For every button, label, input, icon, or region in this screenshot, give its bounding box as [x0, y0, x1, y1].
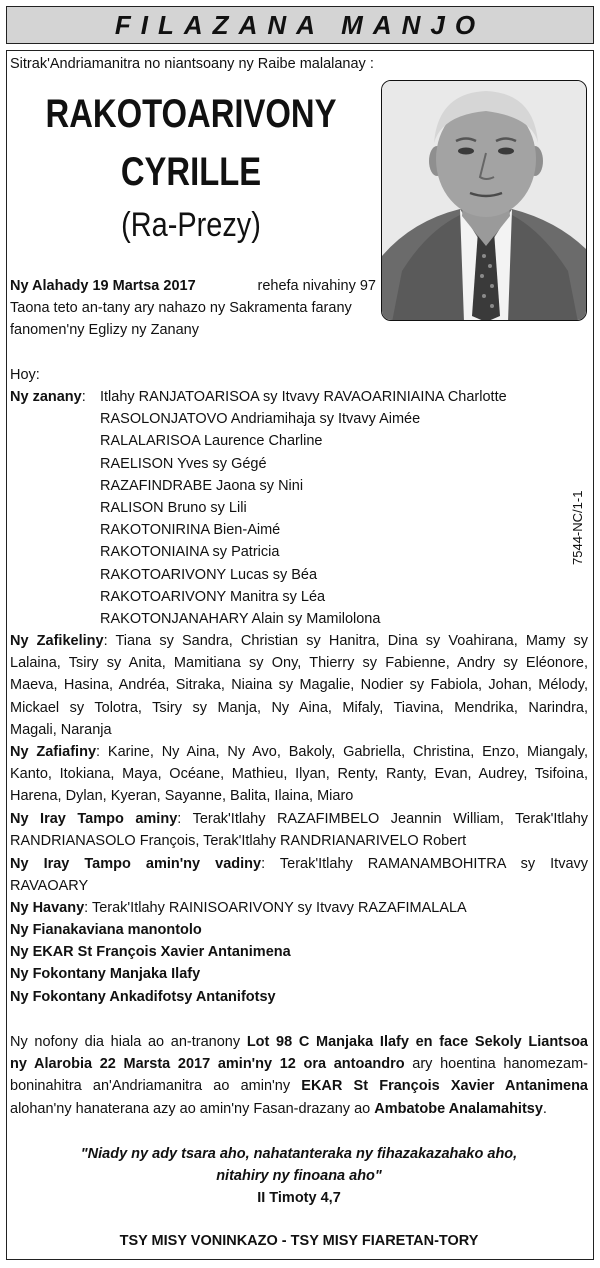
- death-date: Ny Alahady 19 Martsa 2017: [10, 278, 196, 294]
- portrait-illustration: [382, 81, 587, 321]
- list-item: RALISON Bruno sy Lili: [100, 500, 247, 517]
- quote-reference: II Timoty 4,7: [257, 1190, 341, 1206]
- zafiafiny-line: Kanto, Itokiana, Maya, Océane, Mathieu, Ilyan, Renty, Ranty, Evan, Audrey, Tsifoina,: [10, 766, 588, 783]
- funeral-text: Ny nofony dia hiala ao an-tranony: [10, 1034, 241, 1050]
- zanany-label-wrap: Ny zanany:: [10, 389, 86, 405]
- funeral-period: .: [542, 1100, 547, 1117]
- iray-tampo-vadiny-line: Terak'Itlahy RAMANAMBOHITRA sy Itvavy: [279, 856, 589, 872]
- list-item: RAKOTOARIVONY Lucas sy Béa: [100, 566, 318, 583]
- zafiafiny-section: Ny Zafiafiny: Karine, Ny Aina, Ny Avo, Bakoly, Gabriella, Christina, Enzo, Miangaly, Kanto, Itokiana, Maya, Océane, Mathieu, Ilyan, Renty, Ranty, Evan, Audrey, Tsifoina, Harena, Dylan, Kyeran, Sayanne, Balita, Ilaina, Miaro: [10, 741, 588, 808]
- list-item: RAKOTONIAINA sy Patricia: [100, 544, 280, 561]
- zafikeliny-line: Mickael sy Tolotra, Tsiry sy Manja, Ny Aina, Mifaly, Tiavina, Mendrika, Narindra,: [10, 699, 588, 716]
- iray-tampo-line: RANDRIANASOLO François, Terak'Itlahy RANDRIANARIVELO Robert: [10, 833, 467, 850]
- iray-tampo-section: Ny Iray Tampo aminy: Terak'Itlahy RAZAFIMBELO Jeannin William, Terak'Itlahy RANDRIANASOLO François, Terak'Itlahy RANDRIANARIVELO Robert: [10, 808, 588, 852]
- funeral-date: ny Alarobia 22 Marsta 2017 amin'ny 12 ora antoandro: [10, 1056, 405, 1073]
- list-item: Ny Fokontany Ankadifotsy Antanifotsy: [10, 988, 276, 1005]
- funeral-details: [10, 1031, 588, 1120]
- zafiafiny-line: Harena, Dylan, Kyeran, Sayanne, Balita, Ilaina, Miaro: [10, 788, 354, 805]
- death-announcement: [10, 275, 376, 342]
- list-item: RALALARISOA Laurence Charline: [100, 433, 323, 450]
- funeral-text: boninahitra an'Andriamanitra ao amin'ny: [10, 1078, 291, 1095]
- quote-line: nitahiry ny finoana aho": [216, 1168, 382, 1184]
- list-item: RAKOTONIRINA Bien-Aimé: [100, 522, 281, 539]
- list-item: Itlahy RANJATOARISOA sy Itvavy RAVAOARINIAINA Charlotte: [100, 389, 507, 405]
- list-item: RAELISON Yves sy Gégé: [100, 455, 267, 472]
- bible-quote: [10, 1143, 588, 1209]
- list-item: Ny EKAR St François Xavier Antanimena: [10, 944, 291, 961]
- funeral-cemetery: Ambatobe Analamahitsy: [374, 1100, 543, 1117]
- zanany-label: Ny zanany: [10, 389, 82, 405]
- hoy-label: Hoy:: [10, 367, 40, 383]
- list-item: RASOLONJATOVO Andriamihaja sy Itvavy Aimée: [100, 411, 421, 428]
- havany-section: Ny Havany: Terak'Itlahy RAINISOARIVONY sy Itvavy RAZAFIMALALA: [10, 900, 467, 916]
- iray-tampo-line: Terak'Itlahy RAZAFIMBELO Jeannin William, Terak'Itlahy: [192, 811, 589, 827]
- zafiafiny-line: Karine, Ny Aina, Ny Avo, Bakoly, Gabriella, Christina, Enzo, Miangaly,: [107, 744, 588, 760]
- iray-tampo-vadiny-line: RAVAOARY: [10, 878, 89, 895]
- list-item: Ny Fianakaviana manontolo: [10, 922, 202, 938]
- zafikeliny-line: Maeva, Hasina, Andréa, Sitraka, Niaina sy Magalie, Nodier sy Fabiola, Johan, Mélody,: [10, 677, 588, 694]
- deceased-nickname: (Ra-Prezy): [121, 206, 261, 244]
- portrait-photo: [381, 80, 587, 321]
- list-item: RAKOTOARIVONY Manitra sy Léa: [100, 588, 326, 605]
- footer-notice: TSY MISY VONINKAZO - TSY MISY FIARETAN-TORY: [119, 1233, 479, 1249]
- other-mourners: [10, 919, 588, 1008]
- intro-text: Sitrak'Andriamanitra no niantsoany ny Raibe malalanay :: [10, 56, 374, 72]
- death-text-3: fanomen'ny Eglizy ny Zanany: [10, 322, 199, 339]
- iray-tampo-vadiny-label: Ny Iray Tampo amin'ny vadiny: [10, 856, 262, 872]
- havany-label: Ny Havany: [10, 900, 85, 916]
- zafikeliny-section: Ny Zafikeliny: Tiana sy Sandra, Christian sy Hanitra, Dina sy Voahirana, Mamy sy Lalaina, Tsiry sy Anita, Mamitiana sy Ony, Thierry sy Fabienne, Andry sy Eléonore, Maeva, Hasina, Andréa, Sitraka, Niaina sy Magalie, Nodier sy Fabiola, Johan, Mélody, Mickael sy Tolotra, Tsiry sy Manja, Ny Aina, Mifaly, Tiavina, Mendrika, Narindra, Magali, Naranja: [10, 630, 588, 741]
- quote-line: "Niady ny ady tsara aho, nahatanteraka ny fihazakazahako aho,: [80, 1146, 518, 1162]
- death-text-1: rehefa nivahiny 97: [257, 278, 376, 294]
- havany-text: Terak'Itlahy RAINISOARIVONY sy Itvavy RAZAFIMALALA: [91, 900, 467, 916]
- zafikeliny-label: Ny Zafikeliny: [10, 633, 104, 649]
- list-item: Ny Fokontany Manjaka Ilafy: [10, 966, 201, 983]
- funeral-text: ary hoentina hanomezam-: [412, 1056, 589, 1073]
- zafikeliny-line: Magali, Naranja: [10, 721, 112, 738]
- zafikeliny-line: Lalaina, Tsiry sy Anita, Mamitiana sy Ony, Thierry sy Fabienne, Andry sy Eléonore,: [10, 655, 588, 672]
- iray-tampo-vadiny-section: Ny Iray Tampo amin'ny vadiny: Terak'Itlahy RAMANAMBOHITRA sy Itvavy RAVAOARY: [10, 853, 588, 897]
- header-bar: [6, 6, 594, 44]
- list-item: RAZAFINDRABE Jaona sy Nini: [100, 477, 304, 494]
- zanany-list: [100, 386, 507, 630]
- deceased-name-line1: RAKOTOARIVONY: [45, 92, 337, 136]
- zafikeliny-line: Tiana sy Sandra, Christian sy Hanitra, Dina sy Voahirana, Mamy sy: [115, 633, 588, 649]
- funeral-text: alohan'ny hanaterana azy ao amin'ny Fasan-drazany ao: [10, 1100, 371, 1117]
- funeral-address: Lot 98 C Manjaka Ilafy en face Sekoly Liantsoa: [246, 1034, 588, 1050]
- funeral-church: EKAR St François Xavier Antanimena: [301, 1078, 589, 1095]
- list-item: RAKOTONJANAHARY Alain sy Mamilolona: [100, 611, 381, 628]
- reference-code: 7544-NC/1-1: [570, 490, 585, 565]
- death-text-2: Taona teto an-tany ary nahazo ny Sakramenta farany: [10, 300, 352, 317]
- zafiafiny-label: Ny Zafiafiny: [10, 744, 97, 760]
- iray-tampo-label: Ny Iray Tampo aminy: [10, 811, 178, 827]
- deceased-name-line2: CYRILLE: [120, 150, 262, 194]
- header-title: FILAZANA MANJO: [114, 9, 486, 40]
